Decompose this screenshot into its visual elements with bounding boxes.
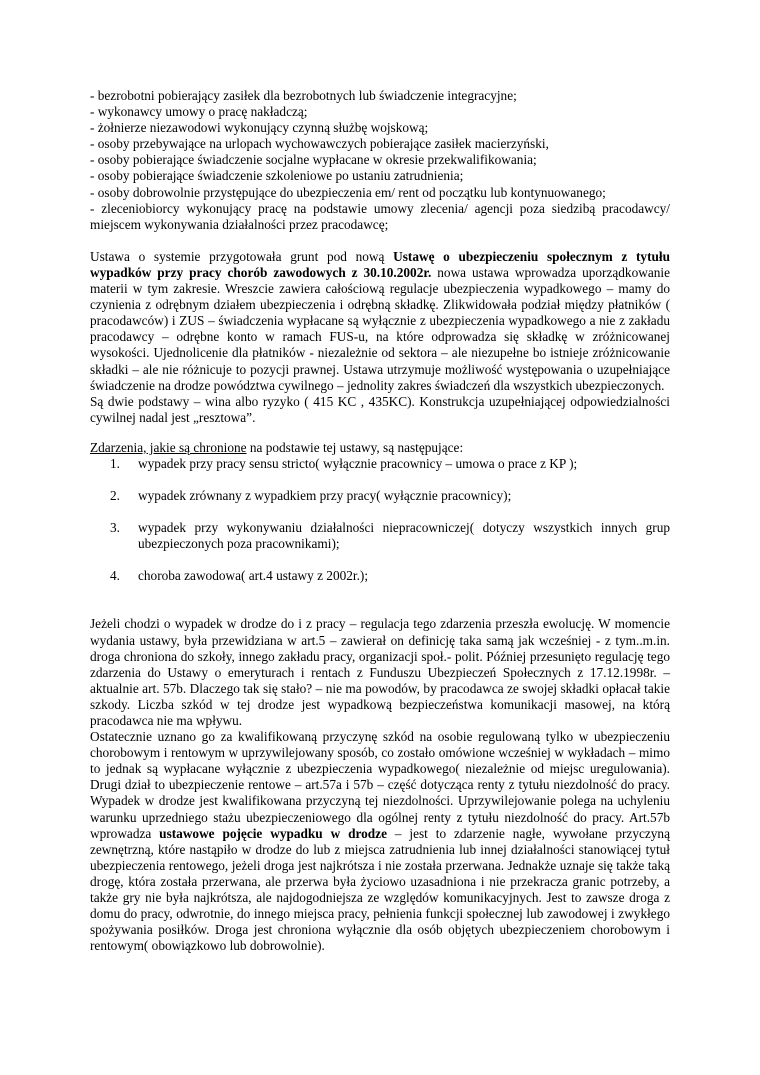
list-item: - wykonawcy umowy o pracę nakładczą; bbox=[90, 104, 308, 120]
list-item: - osoby przebywające na urlopach wychowawczych pobierające zasiłek macierzyński, bbox=[90, 136, 549, 152]
document-page bbox=[90, 88, 670, 954]
list-item: - osoby pobierające świadczenie szkoleniowe po ustaniu zatrudnienia; bbox=[90, 168, 464, 184]
item-number: 4. bbox=[110, 568, 120, 584]
item-number: 1. bbox=[110, 455, 120, 471]
list-item bbox=[90, 568, 670, 584]
events-heading-underlined: Zdarzenia, jakie są chronione bbox=[90, 439, 247, 455]
paragraph-two-bases: Są dwie podstawy – wina albo ryzyko ( 415 KC , 435KC). Konstrukcja uzupełniającej odpowiedzialności cywilnej nadal jest „resztowa”. bbox=[90, 393, 670, 425]
list-item bbox=[90, 488, 670, 504]
item-text: wypadek przy wykonywaniu działalności niepracowniczej( dotyczy wszystkich innych grup ubezpieczonych poza pracownikami); bbox=[138, 520, 670, 552]
list-item: - żołnierze niezawodowi wykonujący czynną służbę wojskową; bbox=[90, 120, 429, 136]
paragraph-text: Ostatecznie uznano go za kwalifikowaną przyczynę szkód na osobie regulowaną tylko w ubezpieczeniu chorobowym i rentowym w uprzywilejowany sposób, co zostało omówione wcześniej w wykładach – mimo to jednak są wypłacane wyłącznie z ubezpieczenia wypadkowego( niezależnie od miejsc uregulowania). Drugi dział to ubezpieczenie rentowe – art.57a i 57b – część dotycząca renty z tytułu niezdolność do pracy. Wypadek w drodze jest kwalifikowana przyczyną tej niezdolności. Uprzywilejowanie polega na uchyleniu warunku uprzedniego stażu ubezpieczeniowego dla ogólnej renty z tytułu niezdolność do pracy. Art.57b wprowadza bbox=[90, 729, 670, 841]
item-number: 3. bbox=[110, 520, 120, 536]
act-title: Ustawę o ubezpieczeniu społecznym z tytułu wypadków przy pracy chorób zawodowych z 30.10.2002r. bbox=[90, 248, 670, 280]
item-text: choroba zawodowa( art.4 ustawy z 2002r.); bbox=[138, 568, 369, 584]
list-item bbox=[90, 456, 670, 472]
paragraph-text: – jest to zdarzenie nagłe, wywołane przyczyną zewnętrzną, które nastąpiło w drodze do lub z miejsca zatrudnienia lub innej działalności stanowiącej tytuł ubezpieczenia rentowego, jeżeli droga jest najkrótsza i nie została przerwana. Jednakże uznaje się także taką drogę, która została przerwana, ale przerwa była życiowo uzasadniona i nie przekracza granic potrzeby, a także gry nie była najkrótsza, ale najdogodniejsza ze względów komunikacyjnych. Jest to zawsze droga z domu do pracy, odwrotnie, do innego miejsca pracy, pełnienia funkcji społecznej lub zawodowej i zwykłego spożywania posiłków. Droga jest chroniona wyłącznie dla osób objętych ubezpieczeniem chorobowym i rentowym( obowiązkowo lub dobrowolnie). bbox=[90, 825, 670, 954]
defined-term: ustawowe pojęcie wypadku w drodze bbox=[159, 825, 387, 841]
paragraph-text: Ustawa o systemie przygotowała grunt pod nową bbox=[90, 248, 394, 264]
paragraph-commute-definition bbox=[90, 729, 670, 954]
insured-groups-list bbox=[90, 88, 670, 233]
item-text: wypadek przy pracy sensu stricto( wyłącznie pracownicy – umowa o prace z KP ); bbox=[138, 455, 578, 471]
events-heading bbox=[90, 440, 670, 456]
events-list bbox=[90, 456, 670, 584]
list-item: - zleceniobiorcy wykonujący pracę na podstawie umowy zlecenia/ agencji poza siedzibą pracodawcy/ miejscem wykonywania działalności przez pracodawcę; bbox=[90, 200, 670, 232]
paragraph-new-act bbox=[90, 249, 670, 394]
paragraph-text: nowa ustawa wprowadza uporządkowanie materii w tym zakresie. Wreszcie zawiera całościową regulacje ubezpieczenia wypadkowego – mamy do czynienia z odrębnym działem ubezpieczenia i odrębną składkę. Zlikwidowała podział między płatników ( pracodawców) i ZUS – świadczenia wypłacane są wyłącznie z ubezpieczenia wypadkowego a nie z zakładu pracodawcy – odrębne konto w ramach FUS-u, na które odprowadza się składkę w zróżnicowanej wysokości. Ujednolicenie dla płatników - niezależnie od sektora – ale niezupełne bo istnieje zróżnicowanie składki – ale nie różnicuje to pozycji prawnej. Ustawa utrzymuje możliwość występowania o uzupełniające świadczenie na drodze powództwa cywilnego – jednolity zakres świadczeń dla wszystkich ubezpieczonych. bbox=[90, 264, 670, 393]
item-text: wypadek zrównany z wypadkiem przy pracy( wyłącznie pracownicy); bbox=[138, 488, 512, 504]
events-heading-rest: na podstawie tej ustawy, są następujące: bbox=[246, 439, 464, 455]
paragraph-commute-accident: Jeżeli chodzi o wypadek w drodze do i z pracy – regulacja tego zdarzenia przeszła ewolucję. W momencie wydania ustawy, była przewidziana w art.5 – zawierał on definicję taka samą jak wcześniej - z tym..m.in. droga chroniona do szkoły, innego zakładu pracy, organizacji społ.- polit. Później przesunięto regulację tego zdarzenia do Ustawy o emeryturach i rentach z Funduszu Ubezpieczeń Społecznych z 17.12.1998r. – aktualnie art. 57b. Dlaczego tak się stało? – nie ma powodów, by pracodawca ze swojej składki opłacał takie szkody. Liczba szkód w tej drodze jest wypadkową bezpieczeństwa komunikacji masowej, na którą pracodawca nie ma wpływu. bbox=[90, 616, 670, 728]
list-item bbox=[90, 520, 670, 552]
list-item: - osoby dobrowolnie przystępujące do ubezpieczenia em/ rent od początku lub kontynuowanego; bbox=[90, 184, 606, 200]
list-item: - osoby pobierające świadczenie socjalne wypłacane w okresie przekwalifikowania; bbox=[90, 152, 537, 168]
item-number: 2. bbox=[110, 488, 120, 504]
list-item: - bezrobotni pobierający zasiłek dla bezrobotnych lub świadczenie integracyjne; bbox=[90, 88, 517, 103]
